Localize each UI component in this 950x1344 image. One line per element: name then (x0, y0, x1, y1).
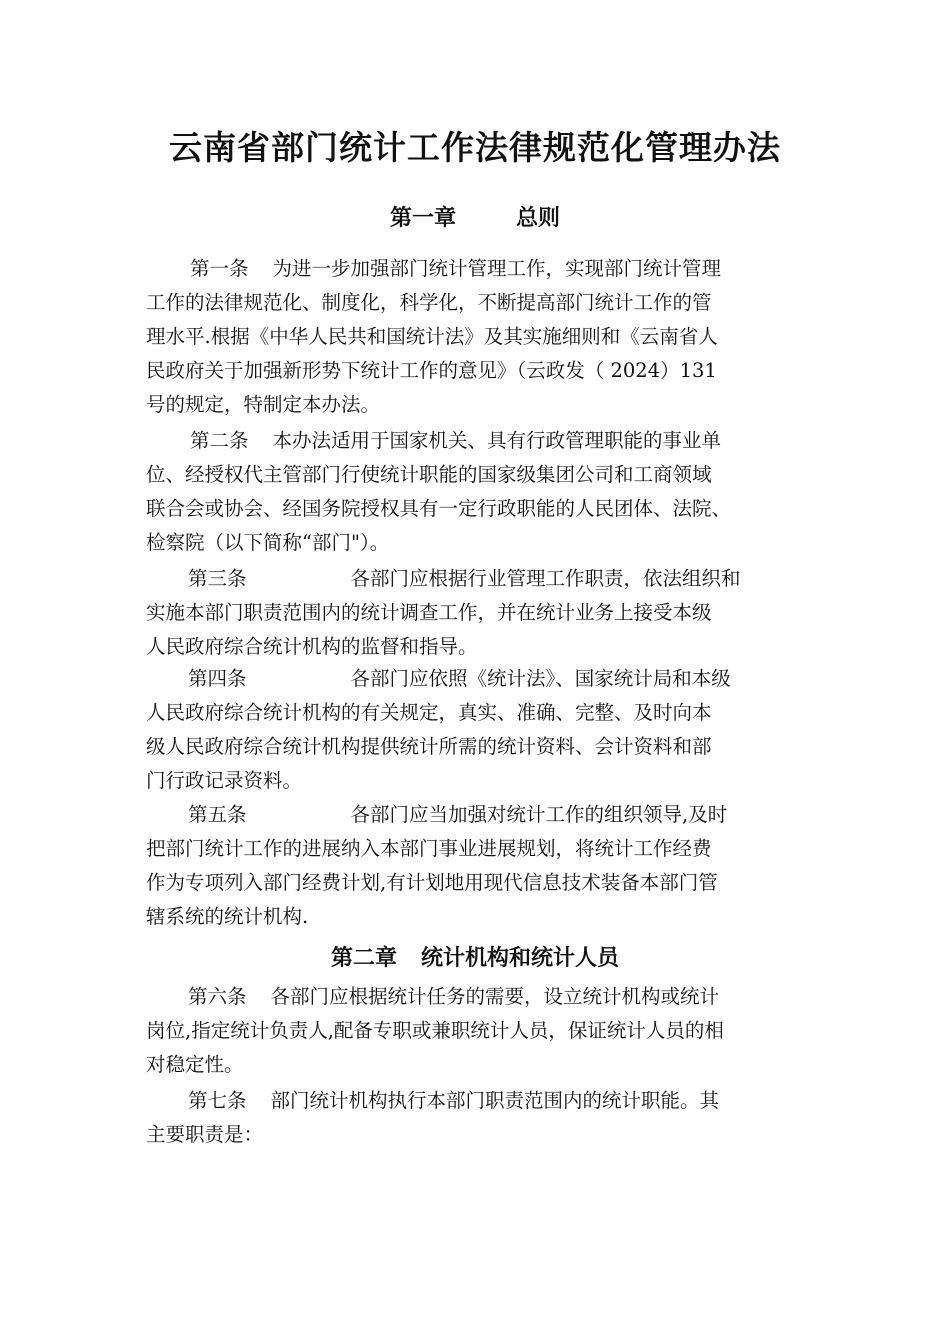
article-4-line-1: 各部门应依照《统计法》、国家统计局和本级 (350, 667, 731, 690)
article-1 (146, 252, 826, 422)
article-6 (146, 980, 826, 1082)
chapter-1-number: 第一章 (389, 206, 456, 231)
article-1-label: 第一条 (190, 257, 249, 280)
article-2-line-3: 联合会或协会、经国务院授权具有一定行政职能的人民团体、法院、 (146, 497, 732, 520)
article-1-line-3: 理水平.根据《中华人民共和国统计法》及其实施细则和《云南省人 (146, 325, 718, 348)
article-2-line-4: 检察院（以下简称“部门"）。 (146, 531, 390, 554)
article-1-line-4: 民政府关于加强新形势下统计工作的意见》（云政发（ 2024）131 (146, 359, 717, 382)
article-1-line-2: 工作的法律规范化、制度化，科学化，不断提高部门统计工作的管 (146, 291, 712, 314)
article-6-label: 第六条 (188, 985, 247, 1008)
document-title: 云南省部门统计工作法律规范化管理办法 (169, 128, 781, 167)
article-5-line-4: 辖系统的统计机构. (146, 905, 309, 928)
article-3 (146, 562, 826, 664)
article-7 (146, 1084, 826, 1152)
chapter-2-number: 第二章 (330, 946, 397, 971)
article-5-line-1: 各部门应当加强对统计工作的组织领导,及时 (350, 803, 728, 826)
article-3-line-1: 各部门应根据行业管理工作职责，依法组织和 (350, 567, 741, 590)
chapter-1-heading (0, 203, 950, 235)
article-5 (146, 798, 826, 934)
article-6-line-1: 各部门应根据统计任务的需要，设立统计机构或统计 (270, 985, 720, 1008)
article-5-label: 第五条 (188, 803, 247, 826)
article-6-line-3: 对稳定性。 (146, 1053, 244, 1076)
article-4 (146, 662, 826, 798)
article-7-line-1: 部门统计机构执行本部门职责范围内的统计职能。其 (270, 1089, 720, 1112)
article-5-line-2: 把部门统计工作的进展纳入本部门事业进展规划，将统计工作经费 (146, 837, 712, 860)
chapter-2-heading (0, 943, 950, 975)
article-4-line-3: 级人民政府综合统计机构提供统计所需的统计资料、会计资料和部 (146, 735, 712, 758)
chapter-2-name: 统计机构和统计人员 (421, 946, 620, 971)
article-3-line-3: 人民政府综合统计机构的监督和指导。 (146, 635, 478, 658)
article-7-label: 第七条 (188, 1089, 247, 1112)
article-4-line-4: 门行政记录资料。 (146, 769, 303, 792)
article-3-line-2: 实施本部门职责范围内的统计调查工作，并在统计业务上接受本级 (146, 601, 712, 624)
article-6-line-2: 岗位,指定统计负责人,配备专职或兼职统计人员，保证统计人员的相 (146, 1019, 724, 1042)
article-7-line-2: 主要职责是： (146, 1123, 264, 1146)
chapter-1-name: 总则 (516, 206, 561, 231)
article-2-line-1: 本办法适用于国家机关、具有行政管理职能的事业单 (272, 429, 722, 452)
article-2-label: 第二条 (190, 429, 249, 452)
article-5-line-3: 作为专项列入部门经费计划,有计划地用现代信息技术装备本部门管 (146, 871, 718, 894)
article-1-line-5: 号的规定，特制定本办法。 (146, 393, 381, 416)
article-1-line-1: 为进一步加强部门统计管理工作，实现部门统计管理 (272, 257, 722, 280)
article-4-line-2: 人民政府综合统计机构的有关规定，真实、准确、完整、及时向本 (146, 701, 712, 724)
article-2 (146, 424, 826, 560)
article-2-line-2: 位、经授权代主管部门行使统计职能的国家级集团公司和工商领域 (146, 463, 712, 486)
article-4-label: 第四条 (188, 667, 247, 690)
article-3-label: 第三条 (188, 567, 247, 590)
